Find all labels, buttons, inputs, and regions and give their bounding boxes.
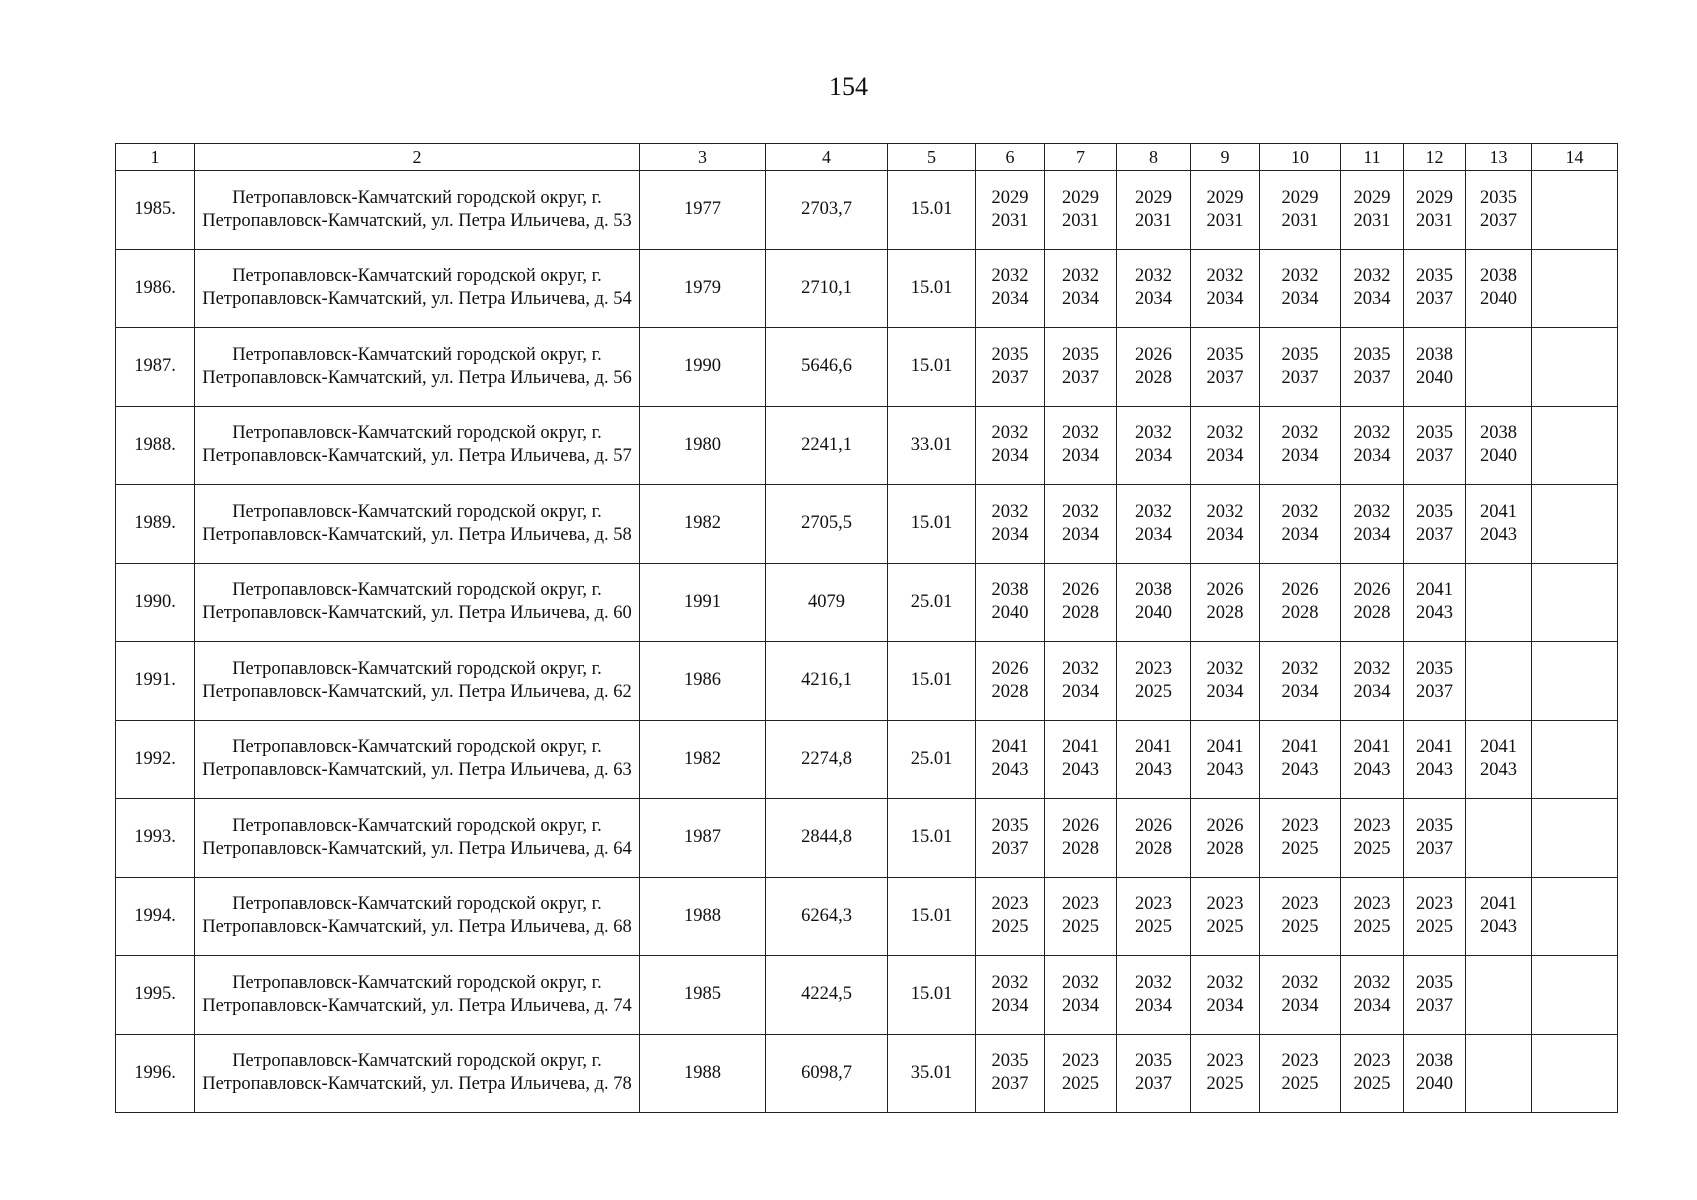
table-row <box>116 171 1618 250</box>
row-number-cell: 1985. <box>116 171 195 250</box>
period-cell: 2035 2037 <box>1404 485 1466 564</box>
code-cell: 15.01 <box>888 877 976 956</box>
period-cell <box>1532 171 1618 250</box>
period-cell: 2035 2037 <box>1117 1034 1191 1113</box>
period-cell: 2041 2043 <box>1117 720 1191 799</box>
period-cell: 2023 2025 <box>1404 877 1466 956</box>
period-cell: 2032 2034 <box>1191 406 1260 485</box>
area-cell: 2710,1 <box>766 249 888 328</box>
period-cell: 2023 2025 <box>1117 642 1191 721</box>
period-cell: 2029 2031 <box>1117 171 1191 250</box>
period-cell: 2032 2034 <box>1260 249 1341 328</box>
period-cell: 2035 2037 <box>1045 328 1117 407</box>
period-cell: 2029 2031 <box>976 171 1045 250</box>
period-cell: 2032 2034 <box>1117 956 1191 1035</box>
area-cell: 2703,7 <box>766 171 888 250</box>
period-cell: 2026 2028 <box>1117 799 1191 878</box>
period-cell: 2029 2031 <box>1341 171 1404 250</box>
period-cell: 2041 2043 <box>1466 720 1532 799</box>
period-cell: 2041 2043 <box>1191 720 1260 799</box>
period-cell: 2041 2043 <box>1466 485 1532 564</box>
period-cell: 2041 2043 <box>1404 720 1466 799</box>
column-header: 1 <box>116 144 195 171</box>
period-cell: 2032 2034 <box>1117 406 1191 485</box>
period-cell: 2029 2031 <box>1404 171 1466 250</box>
area-cell: 4224,5 <box>766 956 888 1035</box>
period-cell: 2026 2028 <box>1117 328 1191 407</box>
table-header-row <box>116 144 1618 171</box>
period-cell: 2026 2028 <box>976 642 1045 721</box>
construction-year-cell: 1977 <box>640 171 766 250</box>
period-cell <box>1466 799 1532 878</box>
period-cell: 2041 2043 <box>1404 563 1466 642</box>
period-cell: 2023 2025 <box>1341 877 1404 956</box>
area-cell: 2844,8 <box>766 799 888 878</box>
period-cell <box>1466 563 1532 642</box>
column-header: 10 <box>1260 144 1341 171</box>
period-cell: 2023 2025 <box>976 877 1045 956</box>
period-cell <box>1532 328 1618 407</box>
area-cell: 2241,1 <box>766 406 888 485</box>
column-header: 13 <box>1466 144 1532 171</box>
row-number-cell: 1996. <box>116 1034 195 1113</box>
address-cell: Петропавловск-Камчатский городской округ, г. Петропавловск-Камчатский, ул. Петра Ильичева, д. 58 <box>195 485 640 564</box>
period-cell: 2038 2040 <box>976 563 1045 642</box>
period-cell: 2032 2034 <box>976 406 1045 485</box>
code-cell: 15.01 <box>888 249 976 328</box>
table-row <box>116 799 1618 878</box>
period-cell: 2041 2043 <box>1341 720 1404 799</box>
period-cell: 2032 2034 <box>1341 406 1404 485</box>
period-cell: 2038 2040 <box>1404 328 1466 407</box>
period-cell: 2023 2025 <box>1045 1034 1117 1113</box>
period-cell: 2035 2037 <box>976 799 1045 878</box>
column-header: 14 <box>1532 144 1618 171</box>
area-cell: 4079 <box>766 563 888 642</box>
row-number-cell: 1990. <box>116 563 195 642</box>
code-cell: 15.01 <box>888 328 976 407</box>
construction-year-cell: 1980 <box>640 406 766 485</box>
address-cell: Петропавловск-Камчатский городской округ, г. Петропавловск-Камчатский, ул. Петра Ильичева, д. 62 <box>195 642 640 721</box>
row-number-cell: 1988. <box>116 406 195 485</box>
period-cell: 2038 2040 <box>1466 249 1532 328</box>
period-cell: 2032 2034 <box>1045 249 1117 328</box>
period-cell <box>1532 877 1618 956</box>
period-cell <box>1532 1034 1618 1113</box>
period-cell: 2032 2034 <box>1260 956 1341 1035</box>
row-number-cell: 1994. <box>116 877 195 956</box>
period-cell <box>1466 642 1532 721</box>
period-cell: 2032 2034 <box>1117 249 1191 328</box>
table-row <box>116 877 1618 956</box>
address-cell: Петропавловск-Камчатский городской округ, г. Петропавловск-Камчатский, ул. Петра Ильичева, д. 74 <box>195 956 640 1035</box>
period-cell: 2035 2037 <box>1404 642 1466 721</box>
period-cell: 2032 2034 <box>1045 956 1117 1035</box>
period-cell: 2035 2037 <box>1404 249 1466 328</box>
page-number: 154 <box>829 72 868 101</box>
row-number-cell: 1992. <box>116 720 195 799</box>
address-cell: Петропавловск-Камчатский городской округ, г. Петропавловск-Камчатский, ул. Петра Ильичева, д. 78 <box>195 1034 640 1113</box>
area-cell: 6264,3 <box>766 877 888 956</box>
period-cell: 2041 2043 <box>976 720 1045 799</box>
period-cell <box>1532 406 1618 485</box>
code-cell: 25.01 <box>888 563 976 642</box>
period-cell: 2032 2034 <box>1045 485 1117 564</box>
period-cell: 2029 2031 <box>1191 171 1260 250</box>
address-cell: Петропавловск-Камчатский городской округ, г. Петропавловск-Камчатский, ул. Петра Ильичева, д. 56 <box>195 328 640 407</box>
period-cell: 2032 2034 <box>1191 485 1260 564</box>
housing-registry-table <box>115 143 1618 1113</box>
period-cell: 2023 2025 <box>1260 799 1341 878</box>
address-cell: Петропавловск-Камчатский городской округ, г. Петропавловск-Камчатский, ул. Петра Ильичева, д. 64 <box>195 799 640 878</box>
period-cell <box>1532 642 1618 721</box>
period-cell: 2035 2037 <box>1260 328 1341 407</box>
table-row <box>116 720 1618 799</box>
period-cell: 2032 2034 <box>1045 642 1117 721</box>
area-cell: 2705,5 <box>766 485 888 564</box>
period-cell: 2032 2034 <box>1045 406 1117 485</box>
period-cell: 2023 2025 <box>1117 877 1191 956</box>
period-cell: 2023 2025 <box>1191 1034 1260 1113</box>
column-header: 4 <box>766 144 888 171</box>
period-cell: 2038 2040 <box>1466 406 1532 485</box>
area-cell: 4216,1 <box>766 642 888 721</box>
period-cell: 2023 2025 <box>1045 877 1117 956</box>
period-cell: 2032 2034 <box>1260 406 1341 485</box>
period-cell <box>1532 799 1618 878</box>
period-cell <box>1532 956 1618 1035</box>
period-cell: 2035 2037 <box>1404 799 1466 878</box>
period-cell: 2041 2043 <box>1045 720 1117 799</box>
period-cell: 2023 2025 <box>1191 877 1260 956</box>
row-number-cell: 1989. <box>116 485 195 564</box>
period-cell: 2026 2028 <box>1045 799 1117 878</box>
period-cell: 2032 2034 <box>1191 642 1260 721</box>
construction-year-cell: 1986 <box>640 642 766 721</box>
period-cell: 2029 2031 <box>1045 171 1117 250</box>
period-cell <box>1532 720 1618 799</box>
period-cell: 2032 2034 <box>1117 485 1191 564</box>
period-cell: 2026 2028 <box>1191 799 1260 878</box>
period-cell <box>1466 956 1532 1035</box>
construction-year-cell: 1988 <box>640 1034 766 1113</box>
period-cell: 2029 2031 <box>1260 171 1341 250</box>
period-cell: 2038 2040 <box>1404 1034 1466 1113</box>
column-header: 8 <box>1117 144 1191 171</box>
address-cell: Петропавловск-Камчатский городской округ, г. Петропавловск-Камчатский, ул. Петра Ильичева, д. 57 <box>195 406 640 485</box>
period-cell <box>1532 249 1618 328</box>
code-cell: 15.01 <box>888 171 976 250</box>
row-number-cell: 1986. <box>116 249 195 328</box>
period-cell: 2032 2034 <box>1260 485 1341 564</box>
construction-year-cell: 1982 <box>640 485 766 564</box>
table-row <box>116 642 1618 721</box>
period-cell: 2035 2037 <box>1191 328 1260 407</box>
column-header: 3 <box>640 144 766 171</box>
construction-year-cell: 1982 <box>640 720 766 799</box>
column-header: 9 <box>1191 144 1260 171</box>
period-cell: 2035 2037 <box>1404 956 1466 1035</box>
code-cell: 15.01 <box>888 799 976 878</box>
row-number-cell: 1987. <box>116 328 195 407</box>
period-cell: 2032 2034 <box>1341 485 1404 564</box>
area-cell: 5646,6 <box>766 328 888 407</box>
code-cell: 15.01 <box>888 642 976 721</box>
period-cell: 2038 2040 <box>1117 563 1191 642</box>
code-cell: 35.01 <box>888 1034 976 1113</box>
period-cell: 2035 2037 <box>976 328 1045 407</box>
period-cell: 2041 2043 <box>1260 720 1341 799</box>
period-cell: 2023 2025 <box>1260 1034 1341 1113</box>
period-cell: 2032 2034 <box>1341 642 1404 721</box>
table-row <box>116 328 1618 407</box>
column-header: 6 <box>976 144 1045 171</box>
construction-year-cell: 1985 <box>640 956 766 1035</box>
period-cell: 2035 2037 <box>976 1034 1045 1113</box>
construction-year-cell: 1987 <box>640 799 766 878</box>
table-row <box>116 485 1618 564</box>
column-header: 12 <box>1404 144 1466 171</box>
period-cell: 2023 2025 <box>1341 799 1404 878</box>
table-row <box>116 249 1618 328</box>
construction-year-cell: 1990 <box>640 328 766 407</box>
column-header: 11 <box>1341 144 1404 171</box>
period-cell <box>1466 328 1532 407</box>
address-cell: Петропавловск-Камчатский городской округ, г. Петропавловск-Камчатский, ул. Петра Ильичева, д. 54 <box>195 249 640 328</box>
period-cell: 2035 2037 <box>1466 171 1532 250</box>
period-cell: 2041 2043 <box>1466 877 1532 956</box>
table-row <box>116 406 1618 485</box>
period-cell: 2023 2025 <box>1260 877 1341 956</box>
period-cell: 2032 2034 <box>1191 249 1260 328</box>
construction-year-cell: 1979 <box>640 249 766 328</box>
period-cell: 2026 2028 <box>1045 563 1117 642</box>
code-cell: 15.01 <box>888 485 976 564</box>
address-cell: Петропавловск-Камчатский городской округ, г. Петропавловск-Камчатский, ул. Петра Ильичева, д. 63 <box>195 720 640 799</box>
table-row <box>116 1034 1618 1113</box>
table-row <box>116 563 1618 642</box>
row-number-cell: 1991. <box>116 642 195 721</box>
period-cell: 2026 2028 <box>1191 563 1260 642</box>
code-cell: 33.01 <box>888 406 976 485</box>
period-cell: 2032 2034 <box>1191 956 1260 1035</box>
column-header: 7 <box>1045 144 1117 171</box>
construction-year-cell: 1988 <box>640 877 766 956</box>
period-cell: 2032 2034 <box>976 485 1045 564</box>
period-cell: 2032 2034 <box>1260 642 1341 721</box>
area-cell: 6098,7 <box>766 1034 888 1113</box>
area-cell: 2274,8 <box>766 720 888 799</box>
address-cell: Петропавловск-Камчатский городской округ, г. Петропавловск-Камчатский, ул. Петра Ильичева, д. 68 <box>195 877 640 956</box>
period-cell <box>1532 485 1618 564</box>
construction-year-cell: 1991 <box>640 563 766 642</box>
period-cell: 2032 2034 <box>976 249 1045 328</box>
period-cell <box>1466 1034 1532 1113</box>
period-cell: 2035 2037 <box>1404 406 1466 485</box>
period-cell: 2026 2028 <box>1260 563 1341 642</box>
period-cell: 2026 2028 <box>1341 563 1404 642</box>
row-number-cell: 1995. <box>116 956 195 1035</box>
row-number-cell: 1993. <box>116 799 195 878</box>
period-cell: 2032 2034 <box>1341 249 1404 328</box>
column-header: 2 <box>195 144 640 171</box>
code-cell: 25.01 <box>888 720 976 799</box>
address-cell: Петропавловск-Камчатский городской округ, г. Петропавловск-Камчатский, ул. Петра Ильичева, д. 53 <box>195 171 640 250</box>
address-cell: Петропавловск-Камчатский городской округ, г. Петропавловск-Камчатский, ул. Петра Ильичева, д. 60 <box>195 563 640 642</box>
period-cell <box>1532 563 1618 642</box>
code-cell: 15.01 <box>888 956 976 1035</box>
period-cell: 2035 2037 <box>1341 328 1404 407</box>
table-row <box>116 956 1618 1035</box>
period-cell: 2032 2034 <box>1341 956 1404 1035</box>
column-header: 5 <box>888 144 976 171</box>
period-cell: 2023 2025 <box>1341 1034 1404 1113</box>
period-cell: 2032 2034 <box>976 956 1045 1035</box>
